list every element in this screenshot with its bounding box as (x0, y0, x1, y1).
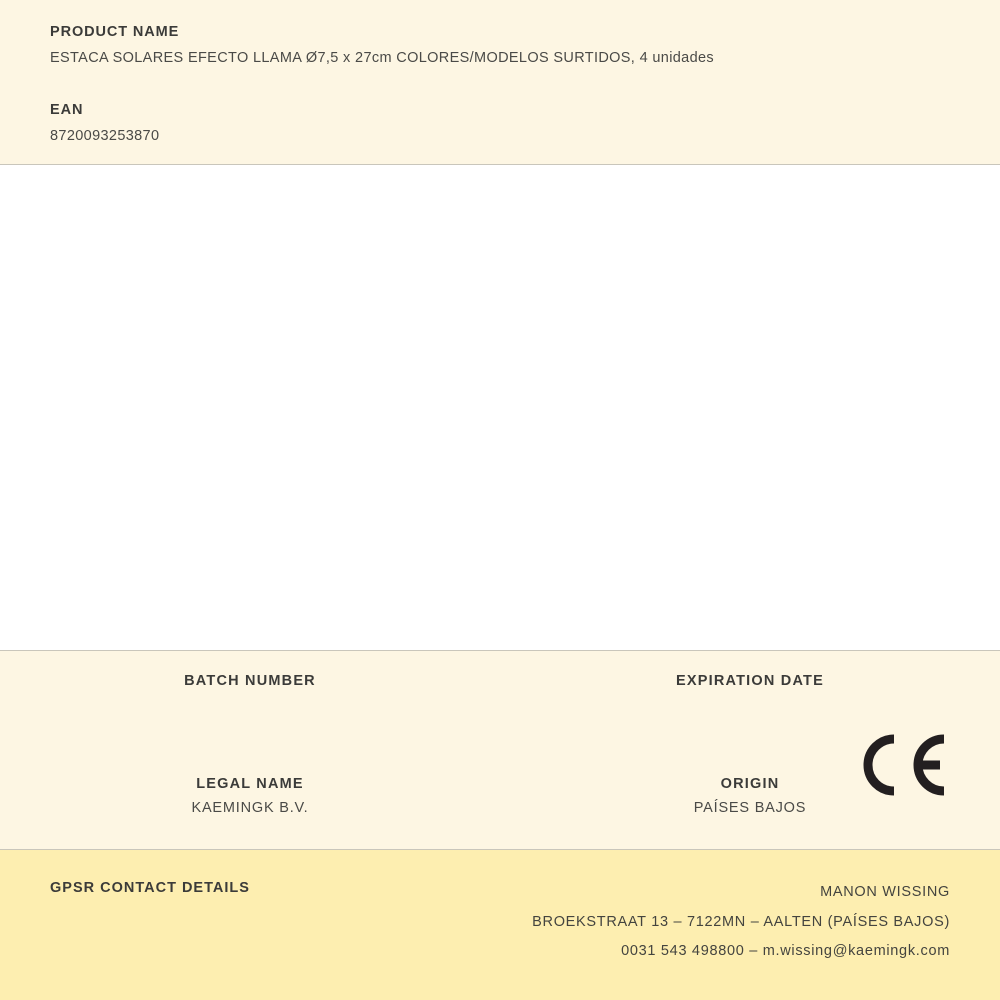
product-image-area (0, 165, 1000, 651)
gpsr-phone-email: 0031 543 498800 – m.wissing@kaemingk.com (621, 943, 950, 960)
gpsr-footer (0, 850, 1000, 1000)
origin-value: PAÍSES BAJOS (693, 800, 807, 816)
batch-expiration-row (0, 673, 1000, 714)
expiration-date-label: EXPIRATION DATE (676, 673, 824, 689)
product-name-label: PRODUCT NAME (50, 24, 180, 40)
legal-origin-row (0, 776, 1000, 817)
batch-number-value (20, 697, 480, 714)
gpsr-contact-label: GPSR CONTACT DETAILS (50, 880, 250, 896)
gpsr-contact-details (532, 878, 950, 967)
product-name-value: ESTACA SOLARES EFECTO LLAMA Ø7,5 x 27cm COLORES/MODELOS SURTIDOS, 4 unidades (50, 50, 715, 66)
legal-name-label: LEGAL NAME (196, 776, 304, 792)
batch-number-label: BATCH NUMBER (184, 673, 316, 689)
legal-name-cell (0, 776, 500, 817)
expiration-date-value (520, 697, 980, 714)
origin-label: ORIGIN (720, 776, 780, 792)
batch-legal-block (0, 651, 1000, 850)
ean-label: EAN (50, 102, 84, 118)
ean-value: 8720093253870 (50, 128, 160, 144)
batch-number-cell (0, 673, 500, 714)
legal-name-value: KAEMINGK B.V. (191, 800, 309, 816)
gpsr-address: BROEKSTRAAT 13 – 7122MN – AALTEN (PAÍSES BAJOS) (532, 913, 950, 930)
product-name-group (50, 24, 950, 66)
expiration-date-cell (500, 673, 1000, 714)
ce-marking-icon (858, 733, 948, 797)
product-info-block (0, 0, 1000, 165)
ean-group (50, 102, 950, 144)
gpsr-contact-name: MANON WISSING (820, 884, 950, 900)
